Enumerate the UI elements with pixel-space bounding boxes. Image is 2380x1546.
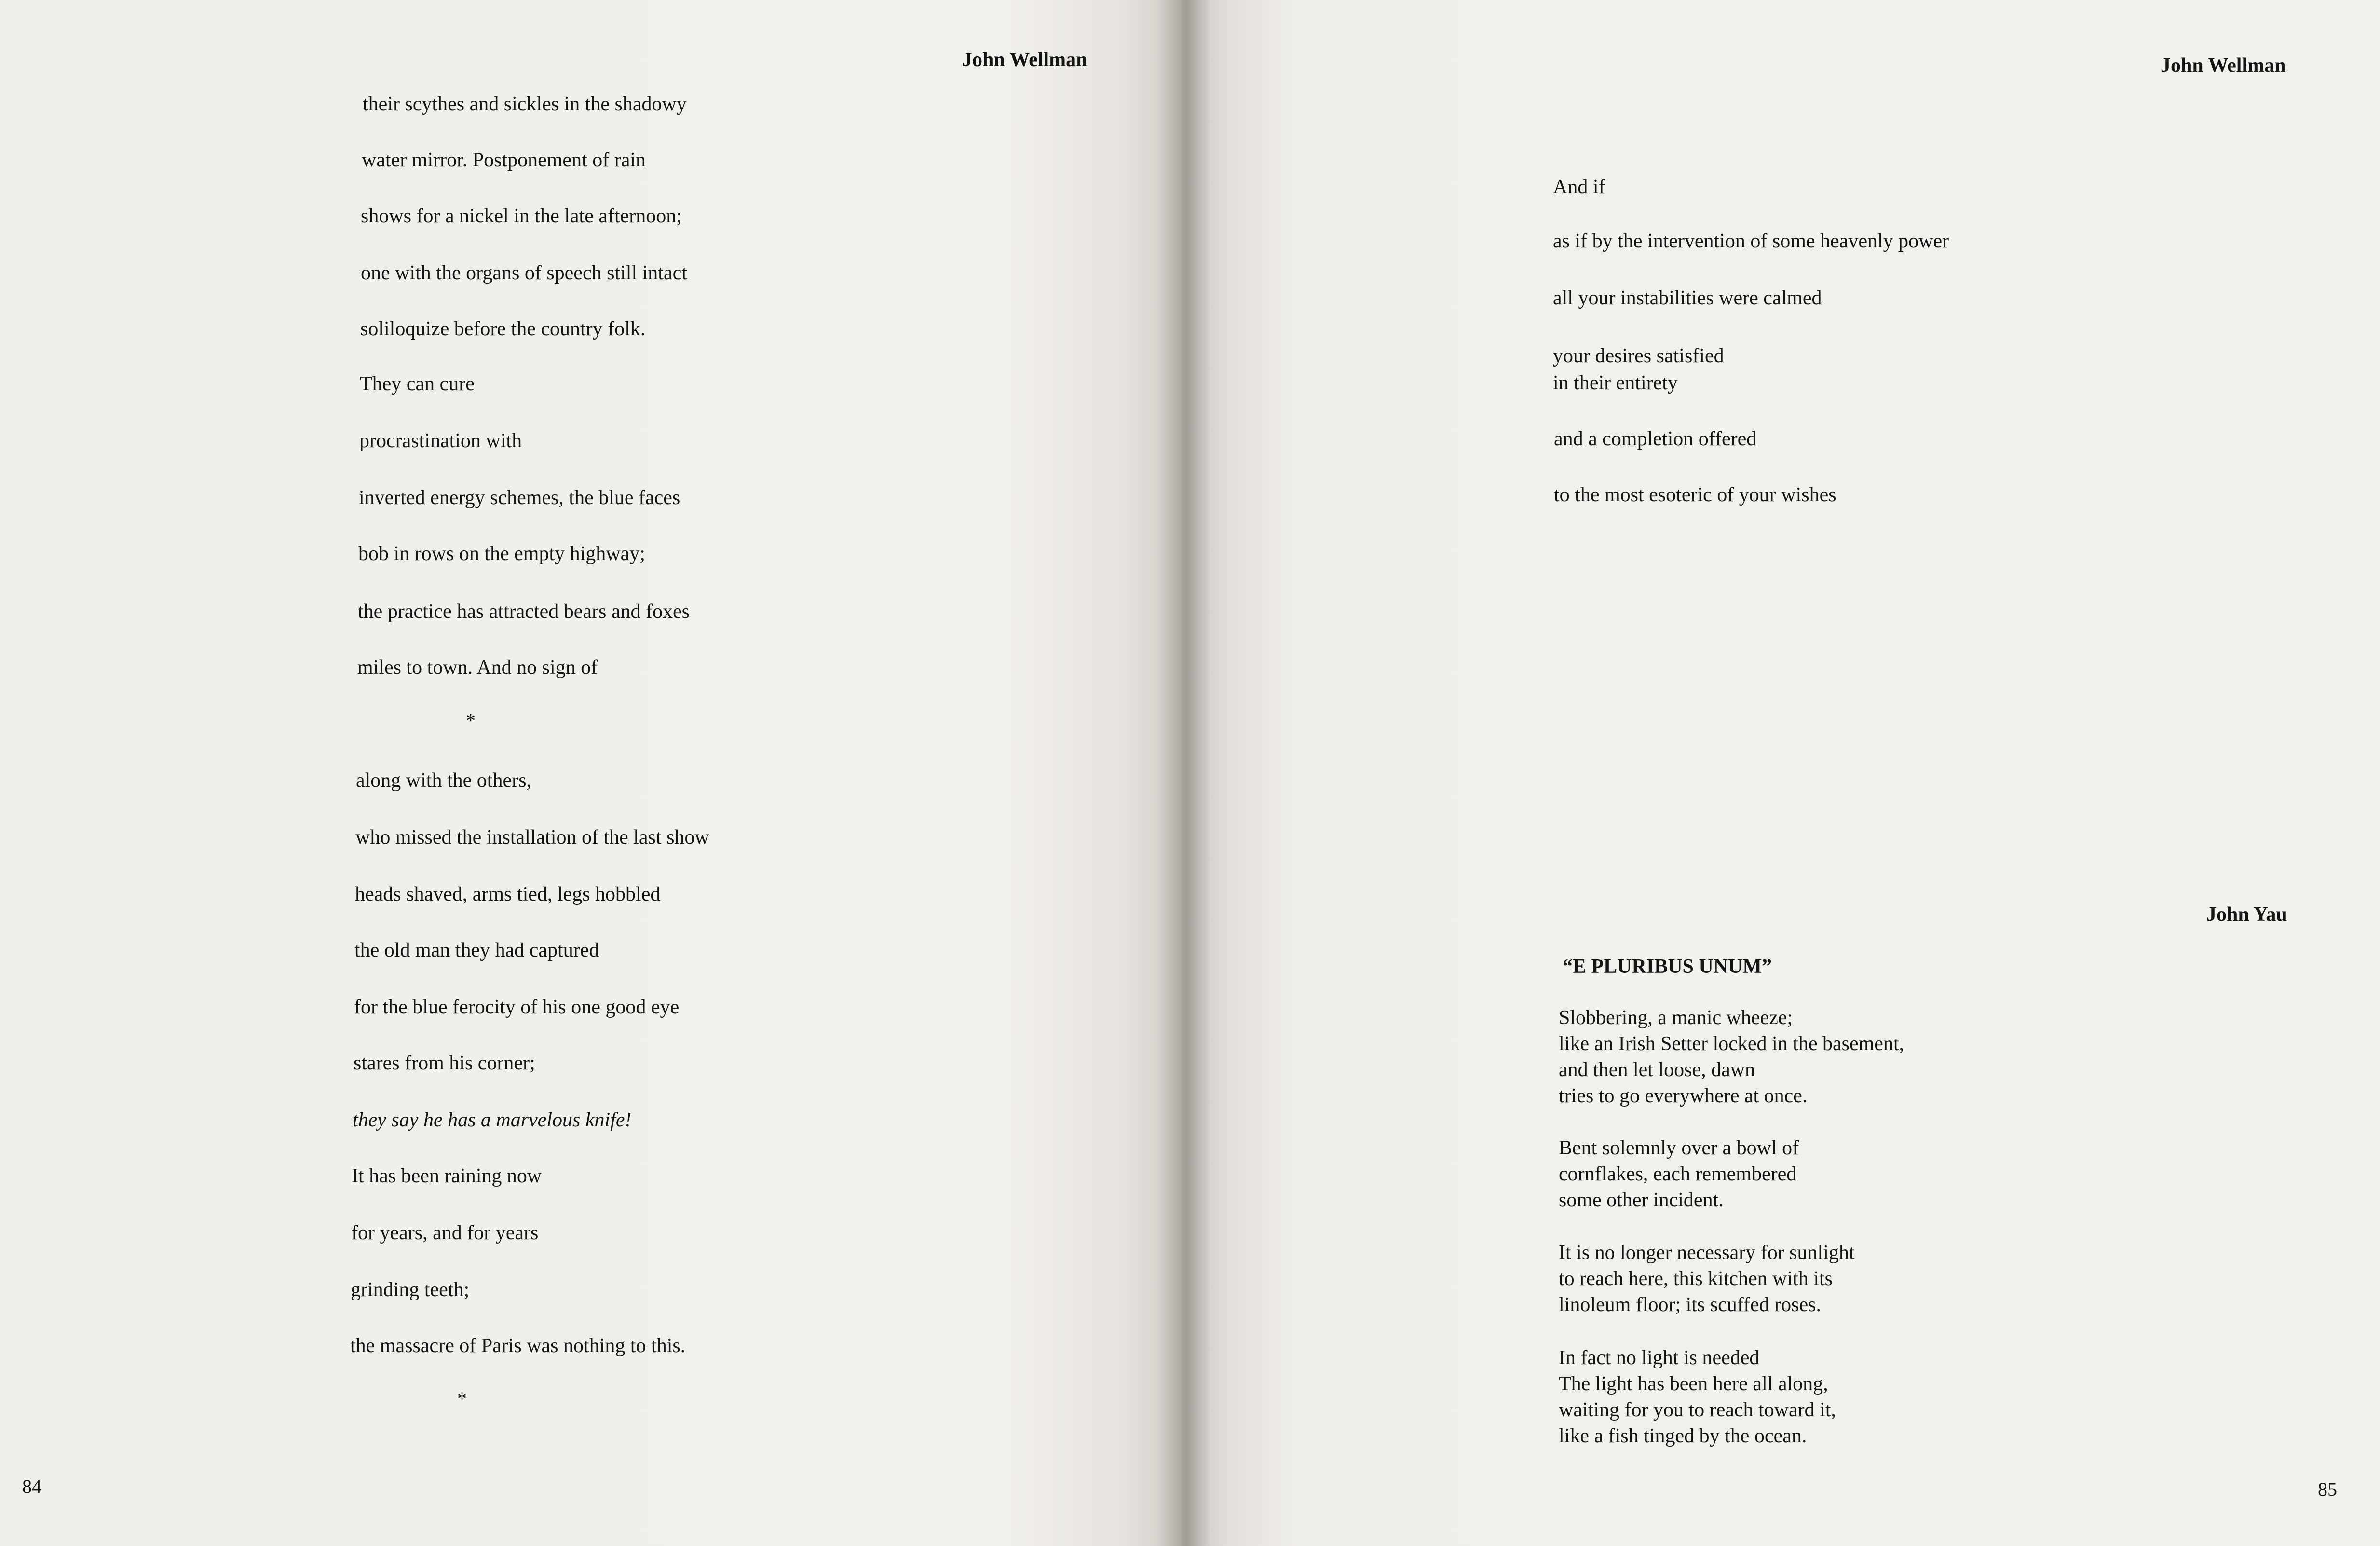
stanza-line: waiting for you to reach toward it, — [1559, 1399, 1836, 1421]
stanza-line: linoleum floor; its scuffed roses. — [1559, 1294, 1821, 1316]
stanza-line: like an Irish Setter locked in the basement, — [1559, 1033, 1904, 1055]
right-page-number: 85 — [2318, 1478, 2337, 1500]
poem-line: miles to town. And no sign of — [357, 657, 598, 679]
poem-author: John Yau — [2206, 903, 2287, 926]
stanza-line: to reach here, this kitchen with its — [1559, 1268, 1833, 1290]
stanza-line: cornflakes, each remembered — [1559, 1163, 1797, 1185]
poem-line-italic: they say he has a marvelous knife! — [353, 1109, 632, 1131]
stanza-line: tries to go everywhere at once. — [1559, 1085, 1808, 1107]
poem-line: grinding teeth; — [351, 1279, 470, 1301]
poem-line: They can cure — [360, 373, 475, 395]
poem-line: shows for a nickel in the late afternoon; — [361, 205, 682, 227]
left-page — [0, 0, 1182, 1546]
stanza — [1559, 1240, 1855, 1318]
poem-line: bob in rows on the empty highway; — [358, 543, 645, 565]
section-break-star: * — [457, 1388, 467, 1409]
poem-line: soliloquize before the country folk. — [360, 318, 646, 340]
poem-line: one with the organs of speech still intact — [361, 262, 687, 284]
poem-line: all your instabilities were calmed — [1553, 287, 1822, 309]
stanza-line: The light has been here all along, — [1559, 1373, 1828, 1395]
poem-line: for years, and for years — [351, 1222, 539, 1244]
poem-line: inverted energy schemes, the blue faces — [359, 487, 680, 509]
poem-line: in their entirety — [1553, 372, 1678, 394]
poem-line: the practice has attracted bears and foxes — [358, 601, 690, 623]
poem-line: the old man they had captured — [354, 939, 599, 961]
book-gutter — [1157, 0, 1210, 1546]
stanza-line: It is no longer necessary for sunlight — [1559, 1242, 1855, 1264]
right-running-head: John Wellman — [2161, 55, 2286, 77]
poem-line: to the most esoteric of your wishes — [1554, 484, 1836, 506]
stanza-line: some other incident. — [1559, 1189, 1724, 1211]
poem-line: and a completion offered — [1554, 428, 1757, 450]
poem-line: as if by the intervention of some heavenly power — [1553, 230, 1949, 252]
poem-line: the massacre of Paris was nothing to this. — [350, 1335, 686, 1357]
poem-line: who missed the installation of the last show — [355, 826, 709, 848]
stanza-line: Bent solemnly over a bowl of — [1559, 1137, 1799, 1159]
right-page — [1182, 0, 2380, 1546]
stanza — [1559, 1005, 1904, 1109]
poem-line: heads shaved, arms tied, legs hobbled — [355, 883, 661, 905]
poem-line: along with the others, — [356, 769, 531, 792]
poem-line: water mirror. Postponement of rain — [362, 149, 646, 171]
poem-title: “E PLURIBUS UNUM” — [1563, 956, 1772, 978]
left-page-number: 84 — [22, 1476, 41, 1497]
poem-line: their scythes and sickles in the shadowy — [363, 93, 687, 115]
left-running-head: John Wellman — [962, 49, 1088, 71]
stanza-line: In fact no light is needed — [1559, 1347, 1760, 1369]
stanza-line: Slobbering, a manic wheeze; — [1559, 1007, 1793, 1029]
stanza — [1559, 1135, 1799, 1213]
poem-line: And if — [1553, 176, 1605, 198]
stanza — [1559, 1345, 1836, 1449]
stanza-line: and then let loose, dawn — [1559, 1059, 1755, 1081]
poem-line: It has been raining now — [352, 1165, 542, 1187]
poem-line: for the blue ferocity of his one good eye — [354, 996, 680, 1018]
poem-line: procrastination with — [359, 430, 522, 452]
poem-line: your desires satisfied — [1553, 345, 1724, 367]
section-break-star: * — [466, 710, 476, 731]
poem-line: stares from his corner; — [354, 1052, 535, 1074]
stanza-line: like a fish tinged by the ocean. — [1559, 1425, 1807, 1447]
